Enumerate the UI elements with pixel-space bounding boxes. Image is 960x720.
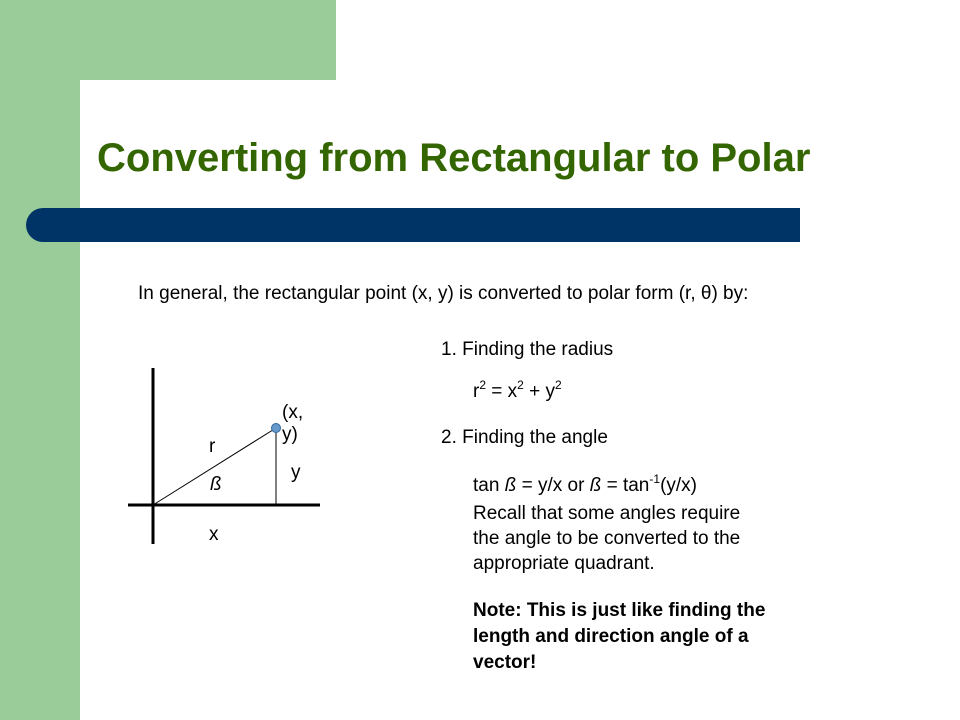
note-line: vector! [473,652,537,673]
x-label: x [209,524,219,545]
point-marker [272,424,281,433]
r-label: r [209,436,216,457]
step1-label: 1. Finding the radius [441,339,614,360]
radius-formula: $r^2 = x^2 + y^2$ [473,378,562,402]
recall-line: Recall that some angles require [473,503,741,524]
title-underline-bar [26,208,800,242]
recall-line: the angle to be converted to the [473,528,741,549]
angle-label: ß [210,474,222,495]
diagram-graphic [120,360,360,560]
y-label: y [291,462,301,483]
slide-title: Converting from Rectangular to Polar [97,136,811,180]
decorative-top-block [80,0,336,80]
note-line: Note: This is just like finding the [473,600,766,621]
recall-line: appropriate quadrant. [473,553,655,574]
step2-label: 2. Finding the angle [441,427,608,448]
recall-paragraph [473,501,740,576]
point-label: (x, y) [282,402,304,445]
intro-text: In general, the rectangular point (x, y) is converted to polar form (r, θ) by: [138,283,749,304]
note-paragraph [473,598,765,676]
decorative-side-strip [0,0,80,720]
note-line: length and direction angle of a [473,626,749,647]
angle-formula: tan ß = y/x or ß = $\tan^{-1}(y/x)$ [473,472,697,496]
